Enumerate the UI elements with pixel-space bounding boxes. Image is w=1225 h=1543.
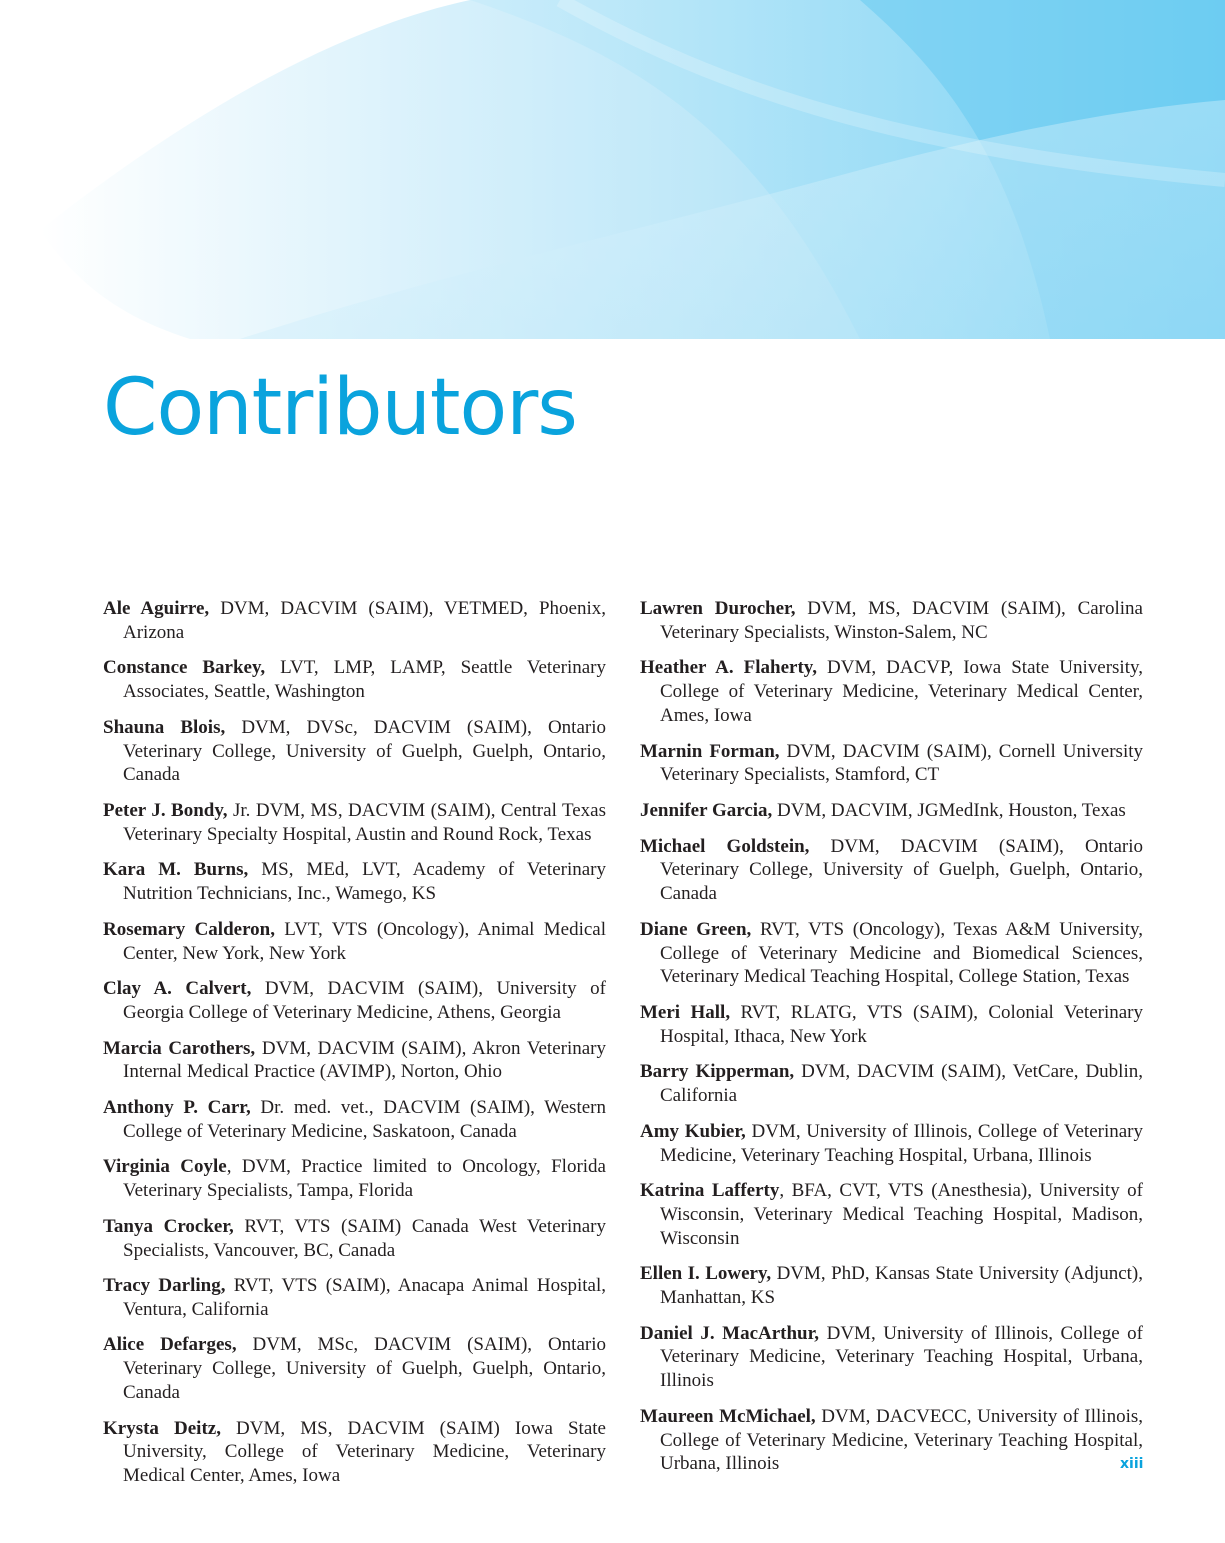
contributor-details: RVT, VTS (Oncology), Texas A&M University, College of Veterinary Medicine and Biomedical Sciences, Veterinary Medical Teaching Hospital, College Station, Texas	[660, 918, 1143, 988]
contributor-entry	[640, 1405, 1143, 1476]
contributor-entry	[103, 799, 606, 847]
contributor-details: DVM, MS, DACVIM (SAIM), Carolina Veterinary Specialists, Winston-Salem, NC	[660, 598, 1143, 643]
contributor-details: RVT, VTS (SAIM) Canada West Veterinary Specialists, Vancouver, BC, Canada	[123, 1215, 606, 1261]
contributor-name: Tanya Crocker,	[103, 1215, 234, 1237]
contributor-name: Barry Kipperman,	[640, 1061, 795, 1083]
contributor-details: DVM, DACVIM (SAIM), VetCare, Dublin, California	[660, 1061, 1143, 1107]
contributor-entry	[103, 1333, 606, 1404]
contributor-entry	[103, 1274, 606, 1322]
contributor-details: DVM, DACVIM (SAIM), Ontario Veterinary College, University of Guelph, Guelph, Ontario, Canada	[660, 835, 1143, 905]
contributor-details: DVM, DACVIM (SAIM), University of Georgia College of Veterinary Medicine, Athens, Georgia	[123, 978, 606, 1023]
contributor-entry	[103, 858, 606, 906]
contributor-name: Michael Goldstein,	[640, 835, 810, 857]
contributor-entry	[640, 1179, 1143, 1250]
contributor-details: DVM, DACVIM, JGMedInk, Houston, Texas	[772, 799, 1126, 821]
contributor-entry	[103, 656, 606, 704]
contributor-name: Ellen I. Lowery,	[640, 1263, 772, 1285]
contributor-details: DVM, University of Illinois, College of Veterinary Medicine, Veterinary Teaching Hospital, Urbana, Illinois	[660, 1120, 1143, 1166]
contributor-entry	[640, 1120, 1143, 1168]
contributor-entry	[103, 1037, 606, 1085]
contributor-entry	[103, 597, 606, 645]
contributor-details: RVT, VTS (SAIM), Anacapa Animal Hospital, Ventura, California	[123, 1275, 606, 1320]
contributor-entry	[640, 1001, 1143, 1049]
contributor-details: , DVM, Practice limited to Oncology, Florida Veterinary Specialists, Tampa, Florida	[123, 1156, 606, 1202]
contributor-details: DVM, DACVIM (SAIM), VETMED, Phoenix, Arizona	[123, 598, 606, 643]
contributor-entry	[640, 799, 1143, 823]
contributor-entry	[640, 835, 1143, 906]
contributor-name: Ale Aguirre,	[103, 598, 210, 619]
contributor-name: Jennifer Garcia,	[640, 799, 773, 821]
contributor-name: Krysta Deitz,	[103, 1417, 221, 1439]
contributor-entry	[640, 1322, 1143, 1393]
contributor-name: Lawren Durocher,	[640, 598, 796, 619]
contributor-details: RVT, RLATG, VTS (SAIM), Colonial Veterinary Hospital, Ithaca, New York	[660, 1001, 1143, 1047]
contributor-name: Alice Defarges,	[103, 1334, 237, 1356]
contributor-entry	[103, 918, 606, 966]
contributor-details: DVM, DACVECC, University of Illinois, College of Veterinary Medicine, Veterinary Teaching Hospital, Urbana, Illinois	[660, 1405, 1143, 1475]
contributor-name: Constance Barkey,	[103, 657, 266, 679]
page-title: Contributors	[103, 363, 577, 453]
contributors-left-column	[103, 597, 606, 1500]
contributor-details: DVM, DACVP, Iowa State University, College of Veterinary Medicine, Veterinary Medical Center, Ames, Iowa	[660, 657, 1143, 726]
contributor-name: Clay A. Calvert,	[103, 978, 252, 1000]
contributor-entry	[640, 918, 1143, 989]
contributor-name: Peter J. Bondy,	[103, 799, 228, 821]
contributor-entry	[640, 740, 1143, 788]
contributor-name: Meri Hall,	[640, 1001, 731, 1023]
contributor-name: Daniel J. MacArthur,	[640, 1322, 820, 1344]
contributor-details: DVM, DVSc, DACVIM (SAIM), Ontario Veterinary College, University of Guelph, Guelph, Ontario, Canada	[123, 716, 606, 786]
contributor-details: LVT, LMP, LAMP, Seattle Veterinary Associates, Seattle, Washington	[123, 657, 606, 703]
contributor-details: Jr. DVM, MS, DACVIM (SAIM), Central Texas Veterinary Specialty Hospital, Austin and Round Rock, Texas	[123, 799, 606, 845]
contributor-name: Maureen McMichael,	[640, 1405, 816, 1427]
contributor-entry	[103, 977, 606, 1025]
contributor-name: Tracy Darling,	[103, 1275, 226, 1297]
contributor-name: Katrina Lafferty	[640, 1180, 780, 1202]
header-banner	[0, 0, 1225, 339]
contributor-details: , BFA, CVT, VTS (Anesthesia), University of Wisconsin, Veterinary Medical Teaching Hospital, Madison, Wisconsin	[660, 1180, 1143, 1249]
contributor-entry	[103, 1096, 606, 1144]
contributor-entry	[640, 597, 1143, 645]
contributor-name: Virginia Coyle	[103, 1156, 227, 1178]
contributor-details: Dr. med. vet., DACVIM (SAIM), Western College of Veterinary Medicine, Saskatoon, Canada	[123, 1096, 606, 1142]
contributor-entry	[640, 1262, 1143, 1310]
contributor-details: DVM, MS, DACVIM (SAIM) Iowa State University, College of Veterinary Medicine, Veterinary Medical Center, Ames, Iowa	[123, 1417, 606, 1487]
contributor-details: DVM, DACVIM (SAIM), Cornell University Veterinary Specialists, Stamford, CT	[660, 740, 1143, 786]
contributors-right-column	[640, 597, 1143, 1488]
contributor-name: Diane Green,	[640, 918, 752, 940]
contributor-details: LVT, VTS (Oncology), Animal Medical Center, New York, New York	[123, 918, 606, 964]
contributor-name: Rosemary Calderon,	[103, 918, 275, 940]
contributor-name: Marcia Carothers,	[103, 1037, 256, 1059]
page-number: xiii	[1120, 1456, 1144, 1472]
contributor-name: Marnin Forman,	[640, 740, 780, 762]
contributor-entry	[103, 1155, 606, 1203]
contributor-entry	[103, 1417, 606, 1488]
contributor-details: DVM, University of Illinois, College of Veterinary Medicine, Veterinary Teaching Hospital, Urbana, Illinois	[660, 1322, 1144, 1392]
contributor-details: MS, MEd, LVT, Academy of Veterinary Nutrition Technicians, Inc., Wamego, KS	[123, 859, 606, 905]
contributor-entry	[103, 716, 606, 787]
contributor-name: Shauna Blois,	[103, 716, 226, 738]
contributor-name: Kara M. Burns,	[103, 859, 249, 881]
contributor-name: Amy Kubier,	[640, 1120, 746, 1142]
contributor-name: Heather A. Flaherty,	[640, 657, 817, 679]
contributor-details: DVM, MSc, DACVIM (SAIM), Ontario Veterinary College, University of Guelph, Guelph, Ontario, Canada	[123, 1334, 606, 1404]
contributor-entry	[640, 1060, 1143, 1108]
contributor-entry	[103, 1215, 606, 1263]
contributor-name: Anthony P. Carr,	[103, 1096, 251, 1118]
contributor-details: DVM, PhD, Kansas State University (Adjunct), Manhattan, KS	[660, 1263, 1143, 1309]
wave-graphic	[0, 0, 1225, 339]
contributor-entry	[640, 656, 1143, 727]
contributor-details: DVM, DACVIM (SAIM), Akron Veterinary Internal Medical Practice (AVIMP), Norton, Ohio	[123, 1037, 606, 1083]
